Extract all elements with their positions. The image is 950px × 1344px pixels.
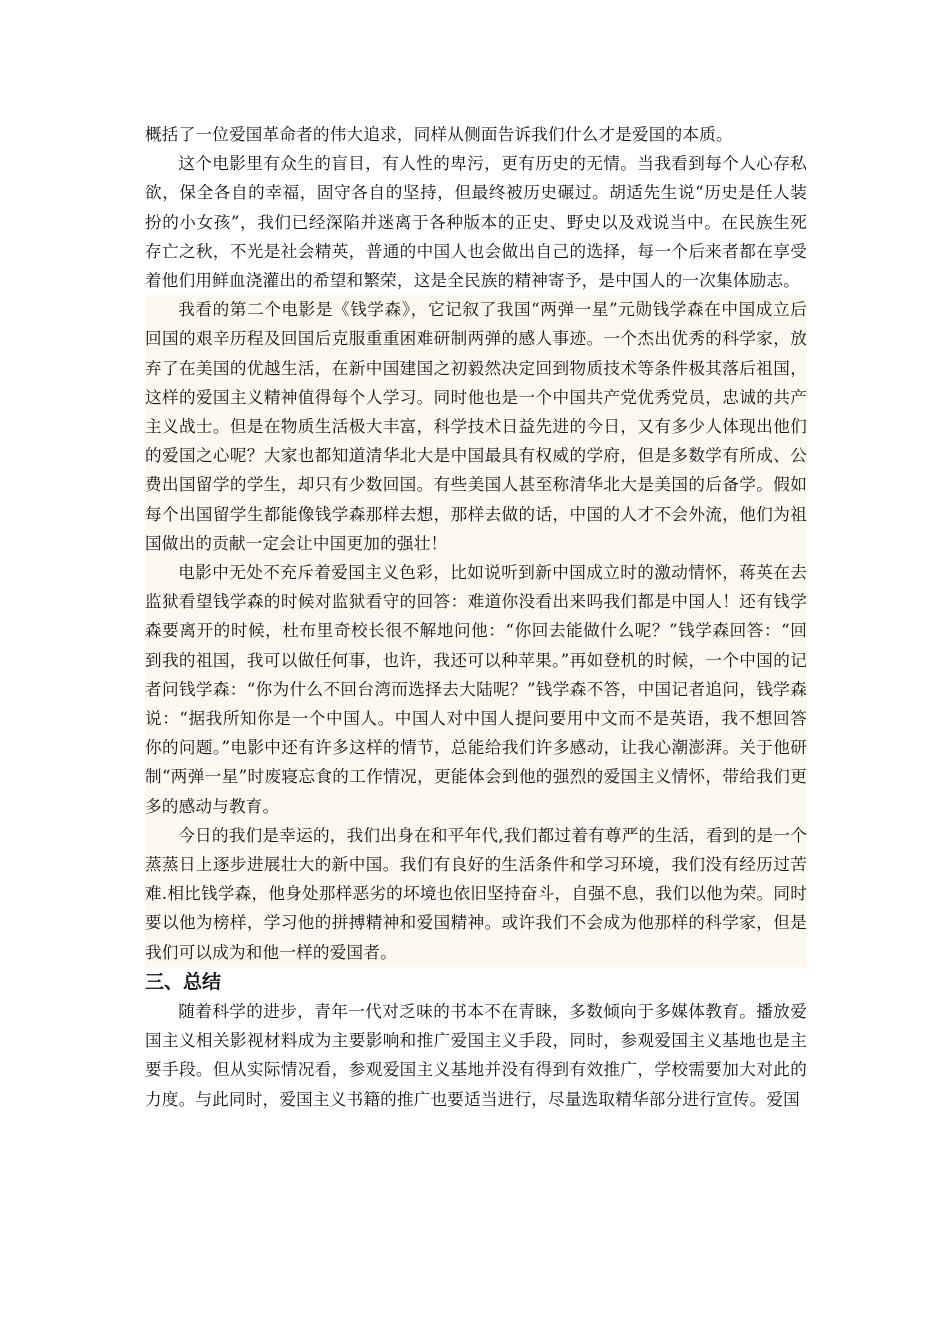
paragraph-patriotic-scenes: 电影中无处不充斥着爱国主义色彩，比如说听到新中国成立时的激动情怀，蒋英在去监狱看望钱学森的时候对监狱看守的回答：难道你没看出来吗我们都是中国人！还有钱学森要离开的时候，杜布里奇校长很不解地问他：“你回去能做什么呢？”钱学森回答：“回到我的祖国，我可以做任何事，也许，我还可以种苹果。”再如登机的时候，一个中国的记者问钱学森：“你为什么不回台湾而选择去大陆呢？”钱学森不答，中国记者追问，钱学森说：“据我所知你是一个中国人。中国人对中国人提问要用中文而不是英语，我不想回答你的问题。”电影中还有许多这样的情节，总能给我们许多感动，让我心潮澎湃。关于他研制“两弹一星”时废寝忘食的工作情况，更能体会到他的强烈的爱国主义情怀，带给我们更多的感动与教育。 (145, 563, 807, 816)
section-heading-summary: 三、总结 (145, 970, 222, 993)
shaded-section (145, 295, 807, 967)
paragraph-summary: 随着科学的进步，青年一代对乏味的书本不在青睐，多数倾向于多媒体教育。播放爱国主义相关影视材料成为主要影响和推广爱国主义手段，同时，参观爱国主义基地也是主要手段。但从实际情况看，参观爱国主义基地并没有得到有效推广，学校需要加大对此的力度。与此同时，爱国主义书籍的推广也要适当进行，尽量选取精华部分进行宣传。爱国 (145, 1001, 807, 1109)
document-body (145, 120, 807, 1114)
paragraph-movie-reflection: 这个电影里有众生的盲目，有人性的卑污，更有历史的无情。当我看到每个人心存私欲，保全各自的幸福，固守各自的坚持，但最终被历史碾过。胡适先生说“历史是任人装扮的小女孩”，我们已经深陷并迷离于各种版本的正史、野史以及戏说当中。在民族生死存亡之秋，不光是社会精英，普通的中国人也会做出自己的选择，每一个后来者都在享受着他们用鲜血浇灌出的希望和繁荣，这是全民族的精神寄予，是中国人的一次集体励志。 (145, 154, 807, 291)
paragraph-today-fortunate: 今日的我们是幸运的，我们出身在和平年代,我们都过着有尊严的生活，看到的是一个蒸蒸日上逐步进展壮大的新中国。我们有良好的生活条件和学习环境，我们没有经历过苦难.相比钱学森，他身处那样恶劣的坏境也依旧坚持奋斗，自强不息，我们以他为荣。同时要以他为榜样，学习他的拼搏精神和爱国精神。或许我们不会成为他那样的科学家，但是我们可以成为和他一样的爱国者。 (145, 825, 807, 962)
paragraph-qian-xuesen-intro: 我看的第二个电影是《钱学森》，它记叙了我国“两弹一星”元勋钱学森在中国成立后回国的艰辛历程及回国后克服重重困难研制两弹的感人事迹。一个杰出优秀的科学家，放弃了在美国的优越生活，在新中国建国之初毅然决定回到物质技术等条件极其落后祖国，这样的爱国主义精神值得每个人学习。同时他也是一个中国共产党优秀党员，忠诚的共产主义战士。但是在物质生活极大丰富，科学技术日益先进的今日，又有多少人体现出他们的爱国之心呢？大家也都知道清华北大是中国最具有权威的学府，但是多数学有所成、公费出国留学的学生，却只有少数回国。有些美国人甚至称清华北大是美国的后备学。假如每个出国留学生都能像钱学森那样去想，那样去做的话，中国的人才不会外流，他们为祖国做出的贡献一定会让中国更加的强壮！ (145, 300, 807, 553)
paragraph-continuation: 概括了一位爱国革命者的伟大追求，同样从侧面告诉我们什么才是爱国的本质。 (145, 125, 733, 144)
